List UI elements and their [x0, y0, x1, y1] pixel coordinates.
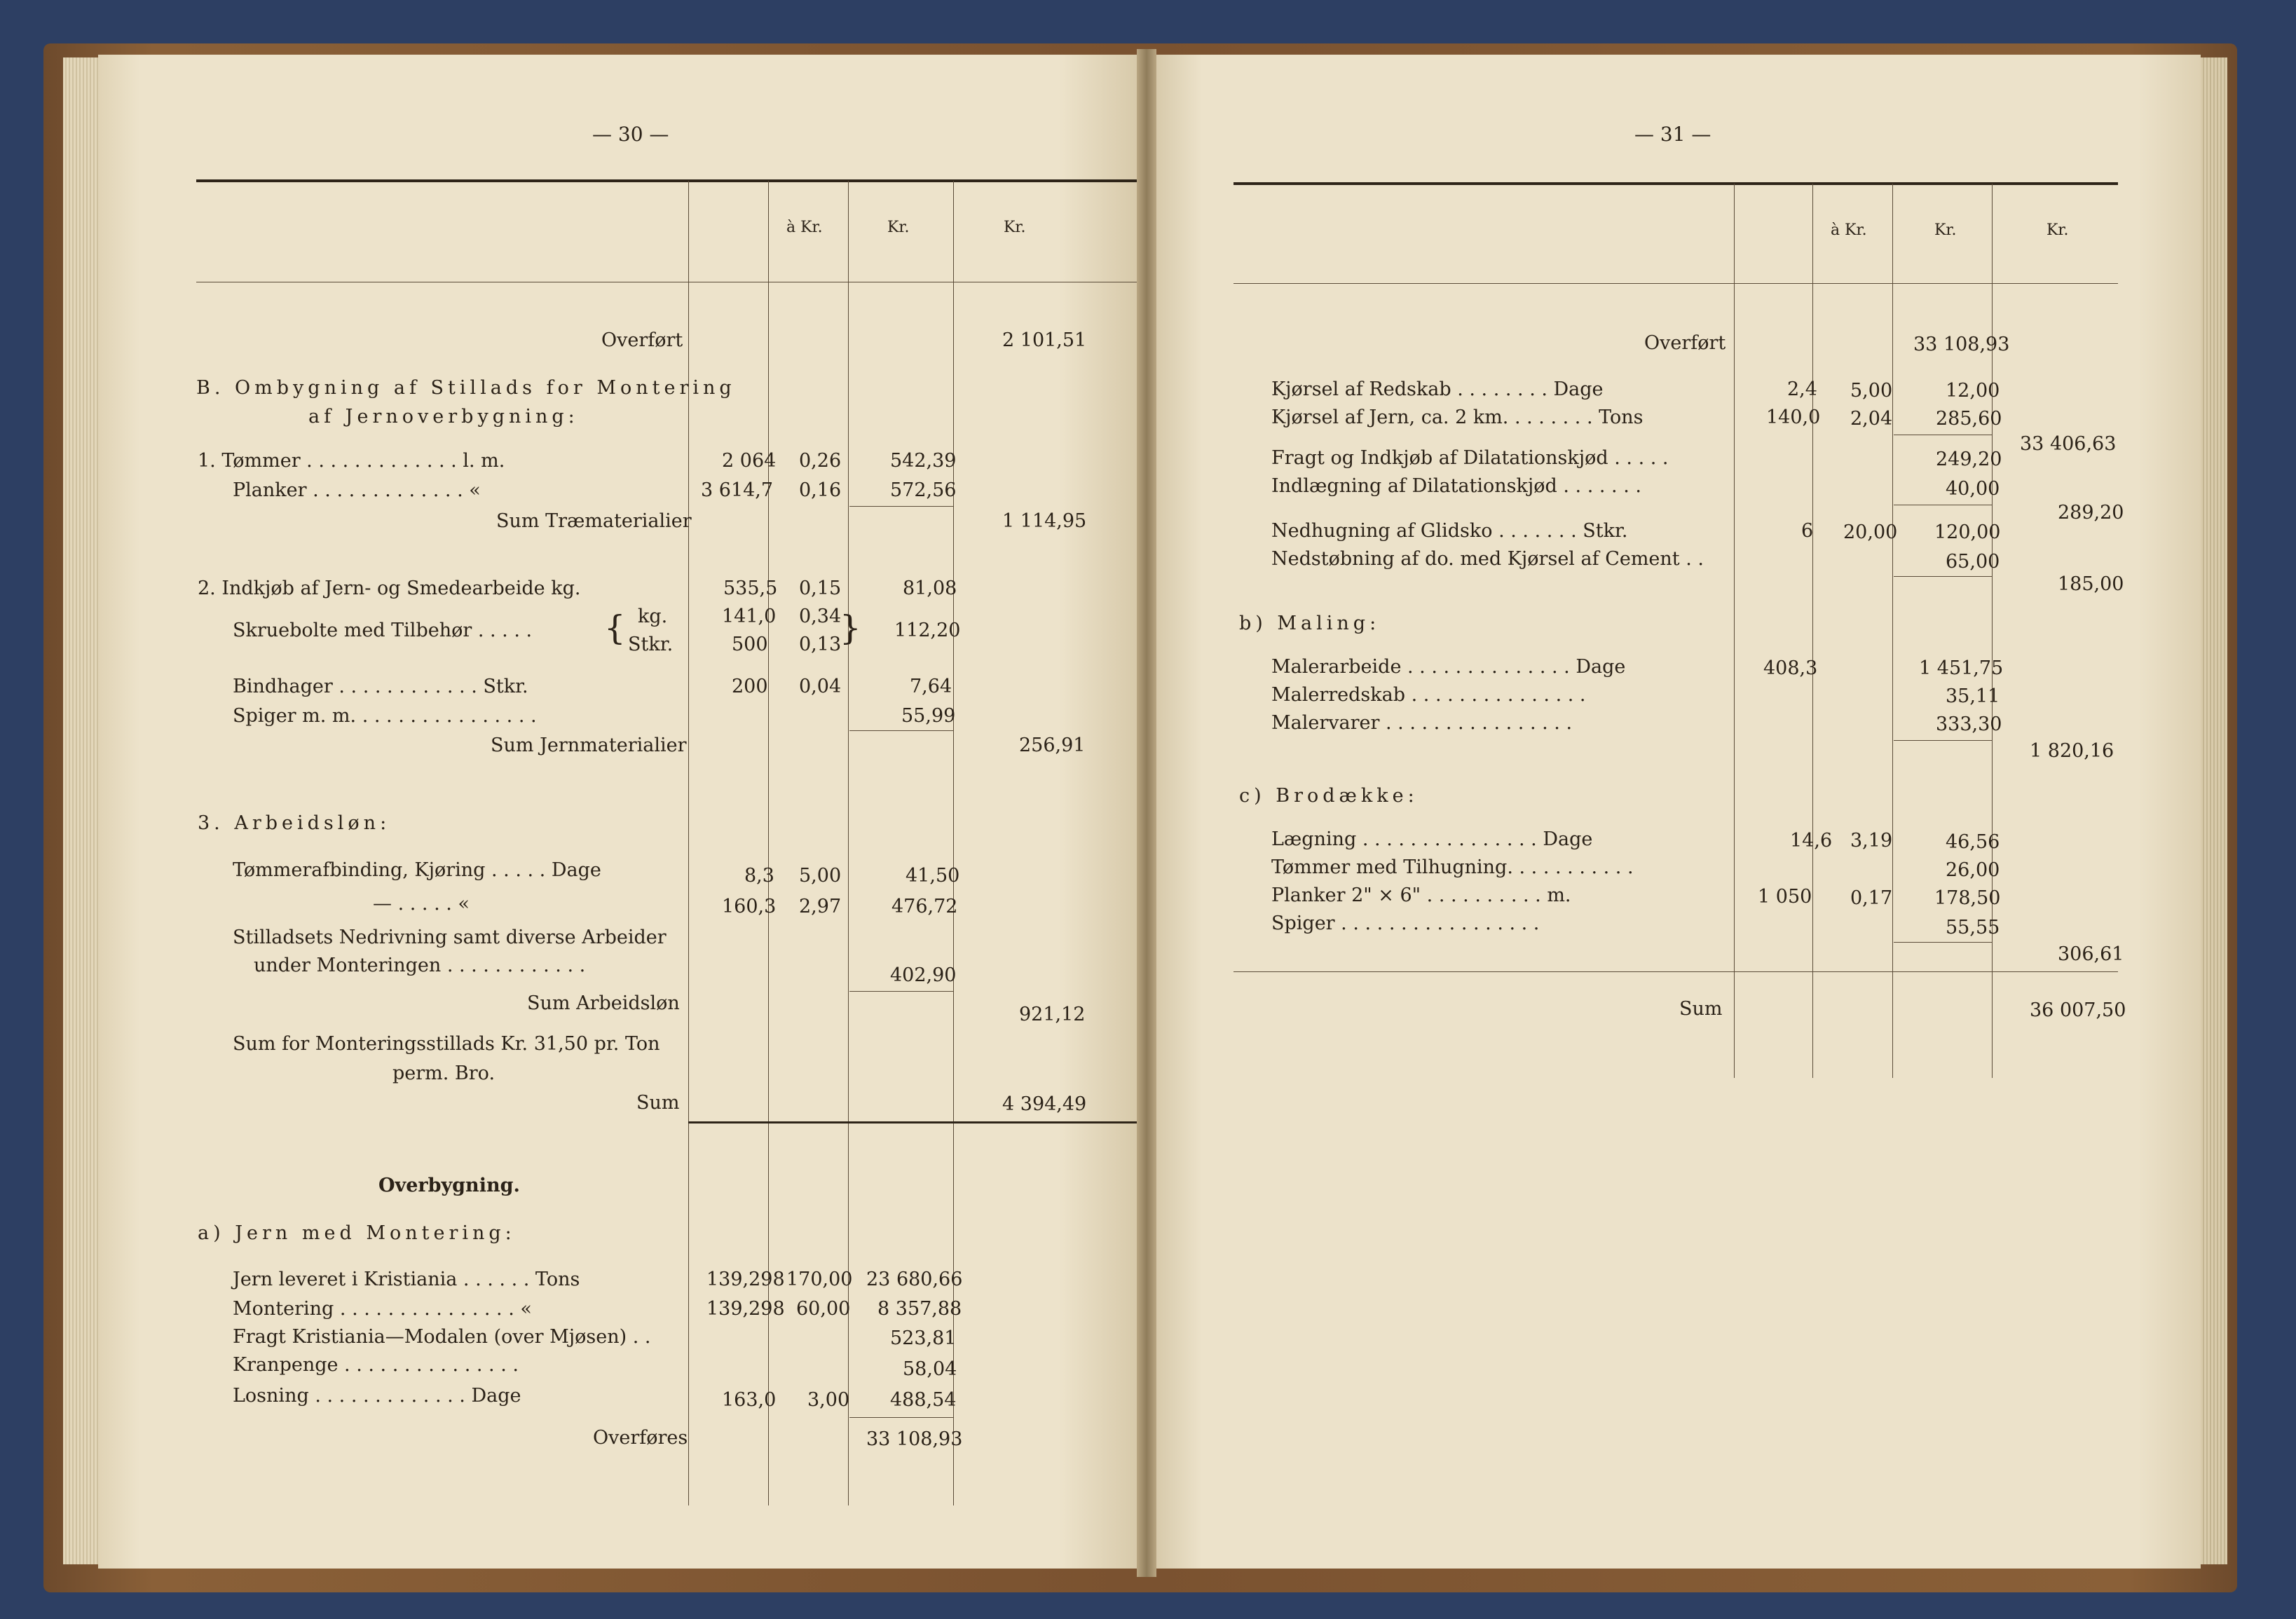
row-label: Montering . . . . . . . . . . . . . . . «	[233, 1298, 532, 1320]
row-value: 572,56	[890, 479, 957, 501]
row-value: 112,20	[894, 620, 961, 641]
right-page	[1149, 55, 2201, 1569]
row-label: Fragt og Indkjøb af Dilatationskjød . . . . .	[1271, 447, 1669, 469]
subtotal-value: 1 820,16	[2030, 740, 2114, 762]
row-value: 12,00	[1946, 380, 2000, 402]
row-label: Kranpenge . . . . . . . . . . . . . . .	[233, 1354, 519, 1376]
row-label: Sum	[636, 1092, 680, 1114]
row-qty: 408,3	[1763, 657, 1818, 679]
row-qty: 139,298	[706, 1269, 785, 1290]
header-kr-2: Kr.	[2046, 221, 2069, 239]
row-label: Kjørsel af Jern, ca. 2 km. . . . . . . . Tons	[1271, 407, 1644, 428]
row-label: Sum for Monteringsstillads Kr. 31,50 pr. Ton	[233, 1033, 660, 1055]
header-kr-1: Kr.	[1934, 221, 1957, 239]
section-heading: b) Maling:	[1239, 613, 1381, 634]
row-value: 33 108,93	[866, 1428, 963, 1450]
row-label: Nedstøbning af do. med Kjørsel af Cement . .	[1271, 548, 1704, 570]
row-value: 40,00	[1946, 478, 2000, 500]
row-label: under Monteringen . . . . . . . . . . . .	[254, 955, 586, 976]
row-value: 1 114,95	[1002, 510, 1087, 532]
row-value: 81,08	[903, 578, 957, 599]
row-value: 4 394,49	[1002, 1093, 1087, 1115]
row-value: 249,20	[1936, 449, 2002, 470]
row-value: 542,39	[890, 450, 957, 472]
row-value: 2 101,51	[1002, 329, 1087, 351]
row-label: Tømmer med Tilhugning. . . . . . . . . . .	[1271, 856, 1634, 878]
subtotal-value: 289,20	[2058, 502, 2124, 524]
row-label: Spiger . . . . . . . . . . . . . . . . .	[1271, 913, 1540, 934]
row-label: 2. Indkjøb af Jern- og Smedearbeide kg.	[198, 578, 581, 599]
row-qty: 500	[732, 634, 768, 655]
row-label: Overført	[601, 329, 683, 351]
book-gutter	[1137, 49, 1156, 1577]
row-qty: 141,0	[722, 606, 777, 627]
row-label: Skruebolte med Tilbehør . . . . .	[233, 620, 533, 641]
row-rate: 0,17	[1850, 887, 1893, 909]
row-label: Overført	[1644, 332, 1726, 354]
row-qty: 200	[732, 676, 768, 697]
subtotal-value: 33 406,63	[2020, 433, 2117, 455]
row-qty: 8,3	[744, 865, 774, 887]
section-heading: 3. Arbeidsløn:	[198, 812, 391, 834]
row-value: 488,54	[890, 1389, 957, 1411]
row-rate: 5,00	[1850, 380, 1893, 402]
row-label: Planker 2" × 6" . . . . . . . . . . m.	[1271, 884, 1571, 906]
page-edges-right	[2201, 57, 2227, 1564]
row-label: Sum Jernmaterialier	[491, 735, 687, 756]
row-rate: 20,00	[1843, 521, 1898, 543]
row-value: 58,04	[903, 1358, 957, 1380]
subtotal-value: 185,00	[2058, 573, 2124, 595]
row-qty: 1 050	[1758, 886, 1812, 908]
row-label: Bindhager . . . . . . . . . . . . Stkr.	[233, 676, 528, 697]
row-value: 26,00	[1946, 859, 2000, 881]
row-value: 7,64	[910, 676, 952, 697]
row-value: 23 680,66	[866, 1269, 963, 1290]
row-qty: 2 064	[722, 450, 777, 472]
row-value: 55,55	[1946, 917, 2000, 938]
row-rate: 0,15	[799, 578, 842, 599]
row-label: Stilladsets Nedrivning samt diverse Arbeider	[233, 927, 667, 948]
page-edges-left	[63, 57, 98, 1564]
row-rate: 5,00	[799, 865, 842, 887]
section-heading: B. Ombygning af Stillads for Montering	[196, 377, 736, 399]
row-label: Losning . . . . . . . . . . . . . Dage	[233, 1385, 521, 1407]
header-rule	[1234, 283, 2118, 284]
row-unit: Stkr.	[628, 634, 674, 655]
row-rate: 2,97	[799, 896, 842, 917]
section-heading: a) Jern med Montering:	[198, 1222, 516, 1244]
row-qty: 14,6	[1790, 830, 1833, 852]
row-label: Fragt Kristiania—Modalen (over Mjøsen) . .	[233, 1326, 651, 1348]
row-qty: 6	[1801, 520, 1814, 542]
subtotal-value: 306,61	[2058, 943, 2124, 965]
row-unit: kg.	[638, 606, 668, 627]
row-rate: 170,00	[786, 1269, 853, 1290]
row-label: Malerarbeide . . . . . . . . . . . . . . Dage	[1271, 656, 1626, 678]
row-label: Malerredskab . . . . . . . . . . . . . . .	[1271, 684, 1586, 706]
row-rate: 0,34	[799, 606, 842, 627]
row-rate: 0,13	[799, 634, 842, 655]
row-rate: 3,00	[807, 1389, 850, 1411]
row-rate: 3,19	[1850, 830, 1893, 852]
header-rate: à Kr.	[1831, 221, 1867, 239]
header-kr-2: Kr.	[1004, 219, 1026, 236]
row-qty: 140,0	[1766, 407, 1821, 428]
left-page	[98, 55, 1142, 1569]
row-value: 402,90	[890, 964, 957, 986]
row-rate: 0,04	[799, 676, 842, 697]
section-title: Overbygning.	[378, 1175, 520, 1196]
section-heading: af Jernoverbygning:	[308, 406, 579, 428]
row-value: 476,72	[891, 896, 958, 917]
row-rate: 0,16	[799, 479, 842, 501]
row-rate: 0,26	[799, 450, 842, 472]
row-label: Lægning . . . . . . . . . . . . . . . Dage	[1271, 828, 1593, 850]
row-qty: 2,4	[1787, 378, 1817, 400]
row-label: Nedhugning af Glidsko . . . . . . . Stkr.	[1271, 520, 1628, 542]
row-qty: 160,3	[722, 896, 777, 917]
row-value: 178,50	[1934, 887, 2001, 909]
row-rate: 2,04	[1850, 408, 1893, 430]
row-value: 65,00	[1946, 551, 2000, 573]
brace-icon: }	[840, 608, 861, 648]
row-value: 55,99	[901, 705, 956, 727]
row-value: 921,12	[1019, 1004, 1086, 1025]
brace-icon: {	[604, 608, 626, 648]
row-value: 523,81	[890, 1327, 957, 1349]
page-number: — 31 —	[1634, 123, 1711, 146]
row-value: 8 357,88	[877, 1298, 962, 1320]
row-label: Tømmerafbinding, Kjøring . . . . . Dage	[233, 859, 601, 881]
page-number: — 30 —	[592, 123, 669, 146]
header-kr-1: Kr.	[887, 219, 910, 236]
row-label: — . . . . . «	[373, 893, 470, 915]
row-label: Spiger m. m. . . . . . . . . . . . . . . .	[233, 705, 537, 727]
row-value: 35,11	[1946, 685, 2000, 707]
row-value: 285,60	[1936, 408, 2002, 430]
row-qty: 163,0	[722, 1389, 777, 1411]
row-value: 1 451,75	[1919, 657, 2004, 679]
row-qty: 139,298	[706, 1298, 785, 1320]
row-qty: 3 614,7	[701, 479, 774, 501]
row-label: Planker . . . . . . . . . . . . . «	[233, 479, 481, 501]
row-value: 256,91	[1019, 735, 1086, 756]
row-label: Sum Arbeidsløn	[527, 992, 680, 1014]
row-label: Sum Træmaterialier	[496, 510, 692, 532]
row-value: 36 007,50	[2030, 999, 2126, 1021]
row-label: Jern leveret i Kristiania . . . . . . Tons	[233, 1269, 580, 1290]
row-label: perm. Bro.	[392, 1063, 496, 1084]
row-label: Overføres	[593, 1427, 688, 1449]
table-top-rule	[196, 179, 1142, 182]
row-value: 33 108,93	[1913, 334, 2010, 355]
row-value: 120,00	[1934, 521, 2001, 543]
row-value: 333,30	[1936, 713, 2002, 735]
row-rate: 60,00	[796, 1298, 851, 1320]
header-rate: à Kr.	[786, 219, 823, 236]
table-top-rule	[1234, 182, 2118, 185]
row-value: 41,50	[906, 865, 960, 887]
row-label: Malervarer . . . . . . . . . . . . . . . .	[1271, 712, 1573, 734]
row-value: 46,56	[1946, 831, 2000, 853]
row-label: 1. Tømmer . . . . . . . . . . . . . l. m.	[198, 450, 505, 472]
section-heading: c) Brodække:	[1239, 785, 1419, 807]
row-label: Indlægning af Dilatationskjød . . . . . . .	[1271, 475, 1641, 497]
row-qty: 535,5	[723, 578, 778, 599]
row-label: Kjørsel af Redskab . . . . . . . . Dage	[1271, 378, 1604, 400]
row-label: Sum	[1679, 998, 1723, 1020]
